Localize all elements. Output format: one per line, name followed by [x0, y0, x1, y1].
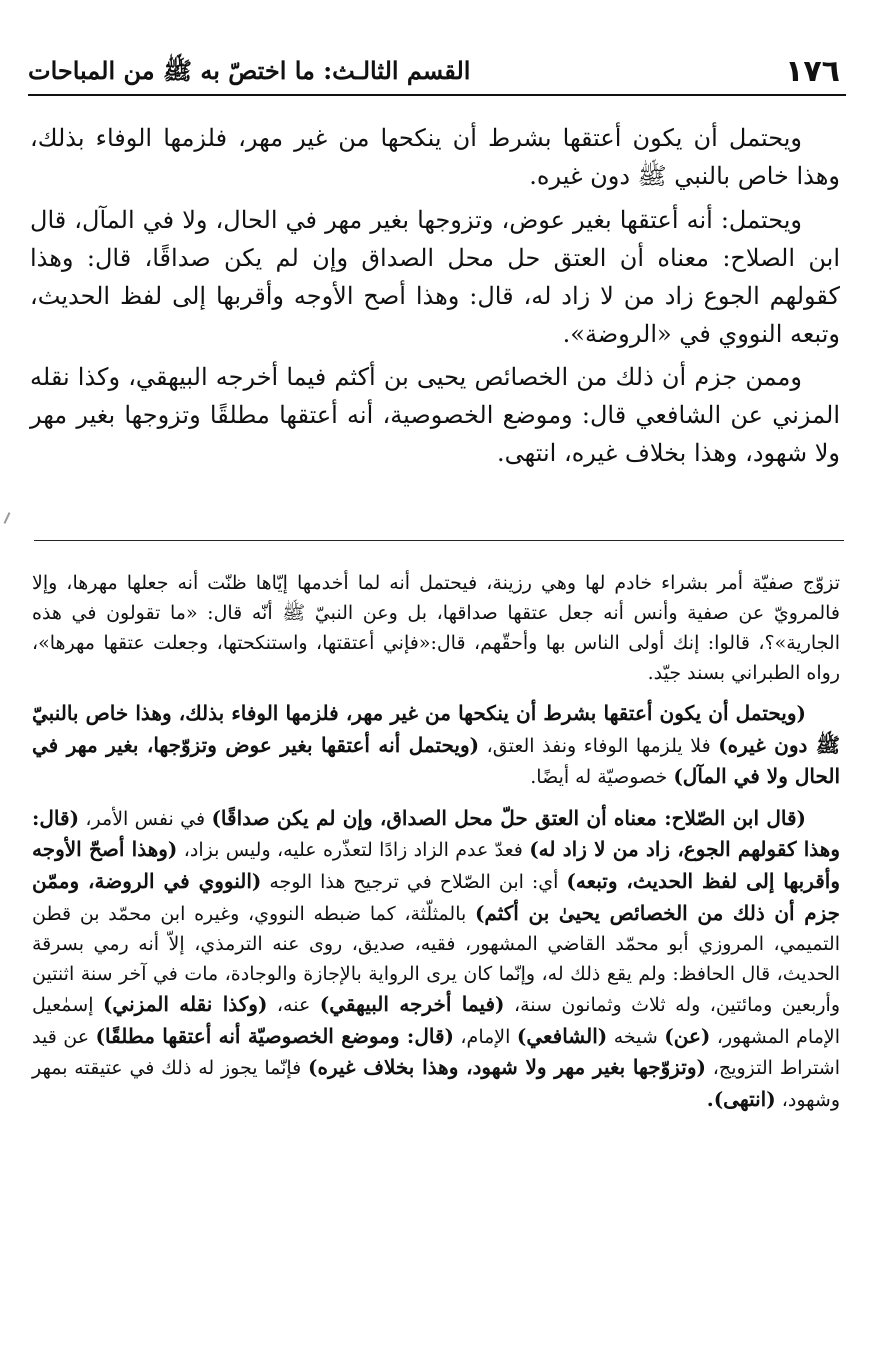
quoted-matn-segment: (ويحتمل أنه أعتقها بغير عوض وتزوّجها، بغير مهر في الحال ولا في المآل)	[32, 732, 840, 789]
page-number: ١٧٦	[785, 54, 840, 89]
quoted-matn-segment: (وكذا نقله المزني)	[102, 992, 268, 1017]
commentary-segment: خصوصيّة له أيضًا.	[530, 766, 674, 789]
quoted-matn-segment: (ويحتمل أن يكون أعتقها بشرط أن ينكحها من غير مهر، فلزمها الوفاء بذلك، وهذا خاص بالنبيّ ﷺ دون غيره)	[32, 701, 841, 757]
commentary-segment: الإمام،	[453, 1025, 517, 1048]
margin-pencil-mark	[4, 512, 11, 524]
commentary-segment: فلا يلزمها الوفاء ونفذ العتق،	[479, 734, 719, 757]
commentary-segment: فعدّ عدم الزاد زادًا لتعذّره عليه، وليس بزاد،	[177, 839, 530, 862]
commentary-segment: عن قيد اشتراط التزويج،	[32, 1025, 840, 1080]
quoted-matn-segment: (عن)	[664, 1023, 711, 1048]
commentary-segment: شيخه	[607, 1025, 665, 1048]
quoted-matn-segment: (فيما أخرجه البيهقي)	[319, 992, 505, 1017]
page-header	[28, 48, 848, 90]
quoted-matn-segment: (النووي في الروضة، وممّن جزم أن ذلك من الخصائص يحيىٰ بن أكثم)	[32, 869, 840, 925]
quoted-matn-segment: (الشافعي)	[516, 1023, 608, 1048]
commentary-segment: أي: ابن الصّلاح في ترجيح هذا الوجه	[261, 871, 567, 894]
quoted-matn-segment: (وتزوّجها بغير مهر ولا شهود، وهذا بخلاف غيره)	[308, 1055, 706, 1080]
quoted-matn-segment: (انتهى).	[706, 1087, 776, 1112]
commentary-paragraph-1: تزوّج صفيّة أمر بشراء خادم لها وهي رزينة، فيحتمل أنه لما أخدمها إيّاها ظنّت أنه جعلها مهرها، وإلا فالمرويّ عن صفية وأنس أنه جعل عتقها صداقها، بل وعن النبيّ ﷺ أنّه قال: «ما تقولون في هذه الجارية»؟، قالوا: إنك أولى الناس بها وأحقّهم، قال:«فإني أعتقتها، واستنكحتها، وجعلت عتقها مهرها»، رواه الطبراني بسند جيّد.	[32, 572, 840, 685]
main-paragraph-2: ويحتمل: أنه أعتقها بغير عوض، وتزوجها بغير مهر في الحال، ولا في المآل، قال ابن الصلاح: معناه أن العتق حل محل الصداق وإن لم يكن صداقًا، قال: وهذا كقولهم الجوع زاد من لا زاد له، قال: وهذا أصح الأوجه وأقربها إلى لفظ الحديث، وتبعه النووي في «الروضة».	[30, 205, 840, 348]
commentary-divider	[34, 540, 844, 541]
quoted-matn-segment: (قال: وهذا كقولهم الجوع، زاد من لا زاد له)	[32, 805, 840, 862]
quoted-matn-segment: (قال ابن الصّلاح: معناه أن العتق حلّ محل الصداق، وإن لم يكن صداقًا)	[211, 805, 806, 830]
quoted-matn-segment: (وهذا أصحّ الأوجه وأقربها إلى لفظ الحديث، وتبعه)	[32, 837, 840, 894]
quoted-matn-segment: (قال: وموضع الخصوصيّة أنه أعتقها مطلقًا)	[95, 1023, 454, 1048]
main-paragraph-1: ويحتمل أن يكون أعتقها بشرط أن ينكحها من غير مهر، فلزمها الوفاء بذلك، وهذا خاص بالنبي ﷺ دون غيره.	[30, 124, 840, 190]
commentary-segment: إسمٰعيل الإمام المشهور،	[32, 994, 840, 1048]
header-rule	[28, 94, 846, 96]
commentary	[32, 568, 840, 1126]
commentary-segment: بالمثلّثة، كما ضبطه النووي، وغيره ابن محمّد بن قطن التميمي، المروزي أبو محمّد القاضي المشهور، فقيه، صديق، روى عنه الترمذي، إلاّ أنه رمي بسرقة الحديث، قال الحافظ: ولم يقع ذلك له، وإنّما كان يرى الرواية بالإجازة والوجادة، مات في آخر سنة اثنتين وأربعين ومائتين، وله ثلاث وثمانون سنة،	[32, 902, 840, 1017]
commentary-segment: فإنّما يجوز له ذلك في عتيقته بمهر وشهود،	[32, 1057, 840, 1112]
commentary-paragraph-3	[32, 803, 840, 1116]
main-paragraph-3: وممن جزم أن ذلك من الخصائص يحيى بن أكثم فيما أخرجه البيهقي، وكذا نقله المزني عن الشافعي قال: وموضع الخصوصية، أنه أعتقها مطلقًا وتزوجها بغير مهر ولا شهود، وهذا بخلاف غيره، انتهى.	[30, 363, 840, 468]
commentary-segment: عنه،	[267, 994, 320, 1017]
main-text	[30, 120, 840, 479]
commentary-segment: في نفس الأمر،	[79, 807, 212, 830]
running-title: القسم الثالـث: ما اختصّ به ﷺ من المباحات	[28, 56, 471, 85]
commentary-paragraph-2	[32, 698, 840, 793]
